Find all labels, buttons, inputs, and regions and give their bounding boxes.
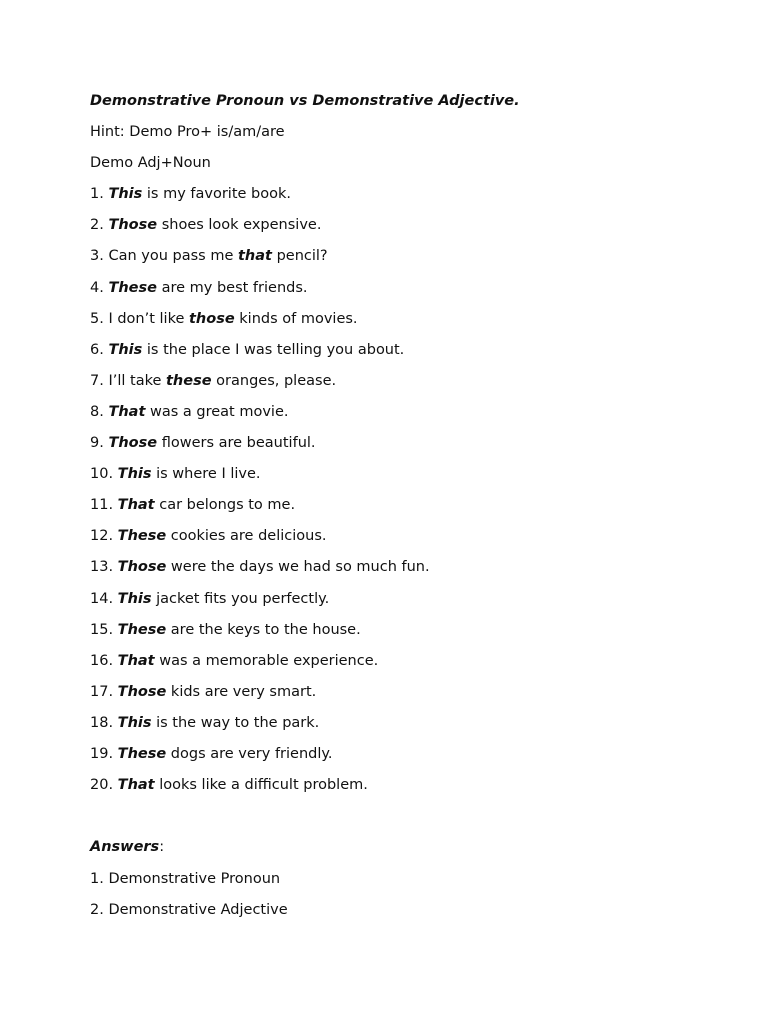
sentence-item: [90, 744, 730, 764]
sentence-rest: looks like a difficult problem.: [154, 777, 368, 794]
demonstrative-word: These: [108, 279, 157, 296]
sentence-number: 7.: [90, 372, 104, 389]
sentence-number: 20.: [90, 777, 114, 794]
sentence-item: [90, 620, 730, 640]
sentence-rest: oranges, please.: [211, 372, 337, 389]
sentence-number: 8.: [90, 403, 104, 420]
sentence-item: [90, 526, 730, 546]
demonstrative-word: This: [117, 590, 152, 607]
sentence-number: 6.: [90, 341, 104, 358]
demonstrative-word: These: [117, 621, 167, 638]
demonstrative-word: These: [117, 745, 167, 762]
sentence-item: [90, 340, 730, 360]
document-title: Demonstrative Pronoun vs Demonstrative Adjective.: [90, 93, 520, 109]
sentence-item: [90, 557, 730, 577]
sentence-item: [90, 433, 730, 453]
demonstrative-word: That: [117, 777, 155, 794]
sentence-item: [90, 464, 730, 484]
sentence-number: 19.: [90, 745, 114, 762]
sentence-rest: jacket fits you perfectly.: [151, 590, 330, 607]
sentence-rest: were the days we had so much fun.: [166, 559, 430, 576]
sentence-number: 3.: [90, 248, 104, 265]
sentence-number: 15.: [90, 621, 114, 638]
sentence-number: 14.: [90, 590, 114, 607]
demonstrative-word: That: [117, 652, 155, 669]
sentence-number: 5.: [90, 310, 104, 327]
sentence-item: [90, 713, 730, 733]
answers-heading-label: Answers: [90, 839, 160, 856]
demonstrative-word: that: [237, 248, 272, 265]
sentence-number: 10.: [90, 466, 114, 483]
answer-item: 2. Demonstrative Adjective: [90, 902, 288, 919]
sentence-number: 13.: [90, 559, 114, 576]
answer-item: 1. Demonstrative Pronoun: [90, 871, 281, 888]
sentence-rest: shoes look expensive.: [157, 217, 322, 234]
sentence-rest: is the way to the park.: [151, 714, 320, 731]
sentence-item: [90, 215, 730, 235]
answers-heading-colon: :: [159, 839, 165, 856]
hint-line-2: Demo Adj+Noun: [90, 155, 211, 172]
sentence-rest: flowers are beautiful.: [157, 435, 316, 452]
sentence-number: 16.: [90, 652, 114, 669]
sentence-prefix: I don’t like: [103, 310, 185, 327]
sentence-item: [90, 495, 730, 515]
sentence-rest: car belongs to me.: [154, 497, 296, 514]
sentence-item: [90, 184, 730, 204]
sentence-number: 17.: [90, 683, 114, 700]
sentence-prefix: Can you pass me: [103, 248, 234, 265]
sentence-list: [90, 184, 730, 795]
sentence-number: 2.: [90, 217, 104, 234]
demonstrative-word: These: [117, 528, 167, 545]
sentence-rest: was a great movie.: [145, 403, 289, 420]
sentence-number: 4.: [90, 279, 104, 296]
document-page: [90, 91, 730, 931]
sentence-prefix: I’ll take: [103, 372, 162, 389]
demonstrative-word: Those: [108, 217, 158, 234]
sentence-rest: is my favorite book.: [142, 186, 291, 203]
demonstrative-word: This: [117, 466, 152, 483]
sentence-number: 11.: [90, 497, 114, 514]
demonstrative-word: This: [108, 341, 143, 358]
sentence-rest: cookies are delicious.: [166, 528, 327, 545]
demonstrative-word: those: [188, 310, 235, 327]
sentence-item: [90, 651, 730, 671]
demonstrative-word: Those: [108, 435, 158, 452]
demonstrative-word: This: [108, 186, 143, 203]
demonstrative-word: Those: [117, 559, 167, 576]
demonstrative-word: That: [117, 497, 155, 514]
sentence-rest: pencil?: [271, 248, 328, 265]
demonstrative-word: That: [108, 403, 146, 420]
sentence-item: [90, 682, 730, 702]
sentence-rest: is where I live.: [151, 466, 261, 483]
sentence-item: [90, 371, 730, 391]
sentence-rest: are the keys to the house.: [166, 621, 361, 638]
sentence-rest: are my best friends.: [156, 279, 308, 296]
sentence-item: [90, 309, 730, 329]
sentence-item: [90, 402, 730, 422]
sentence-item: [90, 246, 730, 266]
sentence-number: 1.: [90, 186, 104, 203]
sentence-rest: is the place I was telling you about.: [142, 341, 405, 358]
sentence-number: 9.: [90, 435, 104, 452]
demonstrative-word: Those: [117, 683, 167, 700]
answers-heading: [90, 837, 730, 857]
answer-list: [90, 869, 730, 920]
sentence-item: [90, 278, 730, 298]
demonstrative-word: these: [166, 372, 212, 389]
sentence-number: 12.: [90, 528, 114, 545]
sentence-number: 18.: [90, 714, 114, 731]
sentence-rest: kids are very smart.: [166, 683, 317, 700]
sentence-rest: was a memorable experience.: [154, 652, 379, 669]
sentence-item: [90, 775, 730, 795]
demonstrative-word: This: [117, 714, 152, 731]
hint-line-1: Hint: Demo Pro+ is/am/are: [90, 124, 285, 141]
sentence-item: [90, 589, 730, 609]
sentence-rest: dogs are very friendly.: [166, 745, 333, 762]
sentence-rest: kinds of movies.: [234, 310, 358, 327]
